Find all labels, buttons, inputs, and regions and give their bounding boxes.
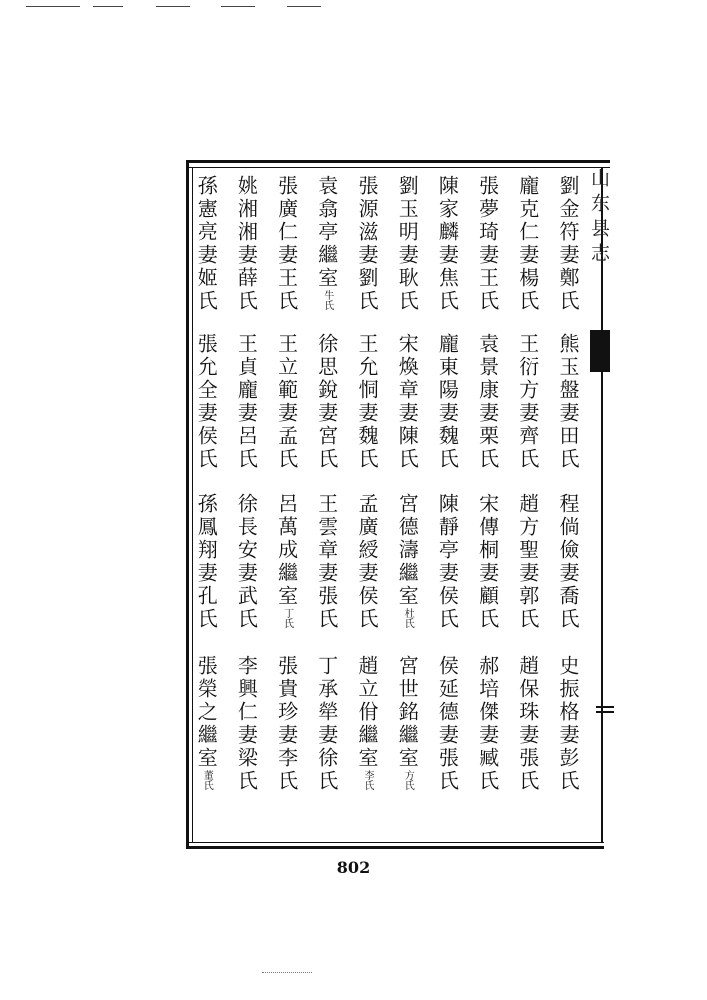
entry-text: 張夢琦妻王氏 xyxy=(475,175,500,313)
person-entry xyxy=(186,175,226,313)
entry-text: 龐克仁妻楊氏 xyxy=(515,175,540,313)
person-entry xyxy=(508,655,548,793)
entry-text: 史振格妻彭氏 xyxy=(556,655,580,793)
person-entry xyxy=(267,333,307,471)
person-entry xyxy=(226,655,266,793)
person-entry xyxy=(347,175,387,313)
top-rule xyxy=(287,6,321,7)
entry-note: 方氏 xyxy=(402,770,414,790)
frame-border xyxy=(186,167,610,168)
text-column xyxy=(548,175,588,835)
person-entry xyxy=(267,175,307,313)
person-entry xyxy=(307,333,347,471)
text-column xyxy=(508,175,548,835)
person-entry xyxy=(468,655,508,793)
top-rule xyxy=(93,6,123,7)
person-entry xyxy=(508,333,548,471)
entry-note: 董氏 xyxy=(201,770,213,790)
margin-title: 山东县志 xyxy=(588,168,610,268)
entry-text: 孫憲亮妻姬氏 xyxy=(194,175,219,313)
entry-text: 王允恫妻魏氏 xyxy=(355,333,379,471)
person-entry xyxy=(427,493,467,631)
entry-text: 龐東陽妻魏氏 xyxy=(435,333,460,471)
entry-text: 王貞龐妻呂氏 xyxy=(234,333,259,471)
person-entry xyxy=(427,175,467,313)
entry-text: 郝培傑妻臧氏 xyxy=(475,655,500,793)
text-column xyxy=(186,175,226,835)
person-entry xyxy=(307,175,347,310)
person-entry xyxy=(267,493,307,628)
text-column xyxy=(468,175,508,835)
top-rule xyxy=(156,6,190,7)
person-entry xyxy=(226,175,266,313)
person-entry xyxy=(186,333,226,471)
entry-text: 程倘儉妻喬氏 xyxy=(556,493,580,631)
entry-text: 劉金符妻鄭氏 xyxy=(556,175,580,313)
person-entry xyxy=(468,333,508,471)
person-entry xyxy=(226,333,266,471)
entry-note: 李氏 xyxy=(362,770,373,790)
entry-text: 丁承犖妻徐氏 xyxy=(314,655,339,793)
entry-text: 張廣仁妻王氏 xyxy=(274,175,299,313)
person-entry xyxy=(226,493,266,631)
entry-text: 熊玉盤妻田氏 xyxy=(556,333,580,471)
entry-text: 姚湘湘妻薛氏 xyxy=(234,175,259,313)
person-entry xyxy=(548,493,588,631)
entry-text: 陳家麟妻焦氏 xyxy=(435,175,460,313)
person-entry xyxy=(347,493,387,631)
person-entry xyxy=(548,175,588,313)
entry-note: 牛氏 xyxy=(321,290,333,310)
person-entry xyxy=(508,175,548,313)
entry-text: 袁景康妻栗氏 xyxy=(475,333,500,471)
frame-border xyxy=(186,846,604,849)
page-number: 802 xyxy=(336,858,371,877)
person-entry xyxy=(267,655,307,793)
entry-text: 王雲章妻張氏 xyxy=(314,493,339,631)
entry-text: 宮世銘繼室 xyxy=(395,655,420,770)
entry-note: 丁氏 xyxy=(281,608,293,628)
frame-border xyxy=(186,160,610,163)
person-entry xyxy=(387,175,427,313)
top-rule xyxy=(221,6,255,7)
person-entry xyxy=(427,655,467,793)
entry-text: 劉玉明妻耿氏 xyxy=(395,175,420,313)
person-entry xyxy=(347,333,387,471)
text-column xyxy=(226,175,266,835)
entry-text: 袁翕亭繼室 xyxy=(314,175,339,290)
person-entry xyxy=(508,493,548,631)
entry-text: 孟廣綬妻侯氏 xyxy=(355,493,379,631)
margin-fishtail-mark xyxy=(590,330,610,372)
person-entry xyxy=(186,493,226,631)
entry-text: 孫鳳翔妻孔氏 xyxy=(194,493,219,631)
entry-text: 趙方聖妻郭氏 xyxy=(515,493,540,631)
entry-text: 張源滋妻劉氏 xyxy=(355,175,379,313)
person-entry xyxy=(468,175,508,313)
entry-text: 張榮之繼室 xyxy=(194,655,219,770)
person-entry xyxy=(307,655,347,793)
person-entry xyxy=(186,655,226,790)
person-entry xyxy=(347,655,387,790)
entry-text: 宮德濤繼室 xyxy=(395,493,420,608)
entry-text: 徐長安妻武氏 xyxy=(234,493,259,631)
top-rule xyxy=(26,6,80,7)
entry-text: 趙立佾繼室 xyxy=(355,655,379,770)
person-entry xyxy=(468,493,508,631)
entry-note: 杜氏 xyxy=(402,608,414,628)
person-entry xyxy=(387,655,427,790)
entry-text: 李興仁妻梁氏 xyxy=(234,655,259,793)
person-entry xyxy=(427,333,467,471)
margin-mark xyxy=(596,711,614,713)
entry-text: 宋煥章妻陳氏 xyxy=(395,333,420,471)
entry-text: 趙保珠妻張氏 xyxy=(515,655,540,793)
person-entry xyxy=(387,493,427,628)
frame-border xyxy=(186,842,604,843)
person-entry xyxy=(307,493,347,631)
person-entry xyxy=(548,333,588,471)
entry-text: 張貴珍妻李氏 xyxy=(274,655,299,793)
entry-text: 呂萬成繼室 xyxy=(274,493,299,608)
entry-text: 徐思銳妻宮氏 xyxy=(314,333,339,471)
entry-text: 陳靜亭妻侯氏 xyxy=(435,493,460,631)
text-column xyxy=(307,175,347,835)
entry-text: 王立範妻孟氏 xyxy=(274,333,299,471)
text-column xyxy=(427,175,467,835)
footer-dots xyxy=(262,972,312,974)
person-entry xyxy=(548,655,588,793)
entry-text: 宋傳桐妻顧氏 xyxy=(475,493,500,631)
entry-text: 王衍方妻齊氏 xyxy=(515,333,540,471)
text-column xyxy=(267,175,307,835)
entry-text: 張允全妻侯氏 xyxy=(194,333,219,471)
margin-mark xyxy=(596,706,614,708)
entry-text: 侯延德妻張氏 xyxy=(435,655,460,793)
person-entry xyxy=(387,333,427,471)
text-column xyxy=(347,175,387,835)
text-column xyxy=(387,175,427,835)
